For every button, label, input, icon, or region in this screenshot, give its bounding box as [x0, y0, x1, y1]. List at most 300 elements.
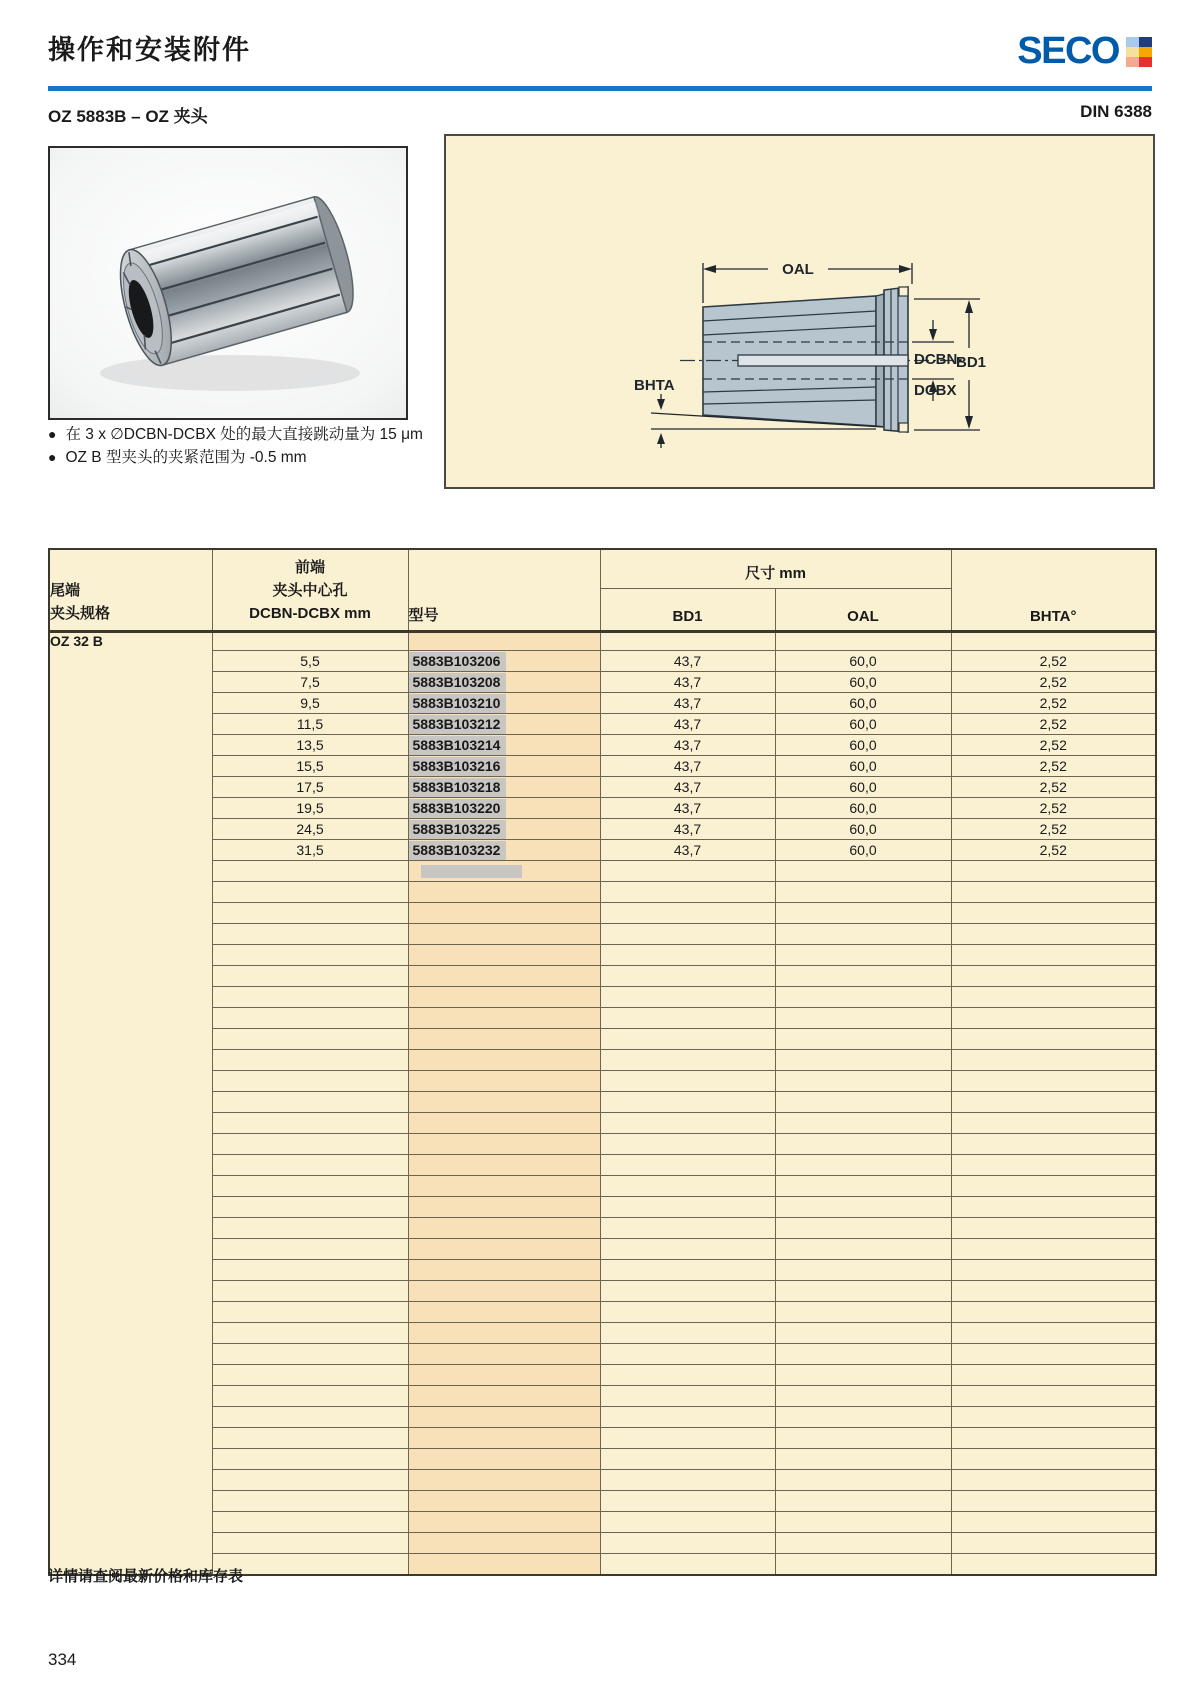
empty-table-row [49, 1155, 1156, 1176]
empty-table-row [49, 1134, 1156, 1155]
table-cell [775, 1050, 951, 1071]
col-header-front-bore [212, 549, 408, 632]
table-cell [775, 1176, 951, 1197]
table-cell [951, 1344, 1156, 1365]
table-cell [775, 1323, 951, 1344]
table-cell [212, 966, 408, 987]
table-cell [600, 1113, 775, 1134]
table-cell [600, 1029, 775, 1050]
table-cell [600, 903, 775, 924]
bore-cell: 24,5 [212, 819, 408, 840]
table-cell [408, 861, 600, 882]
table-row [49, 693, 1156, 714]
table-cell [408, 945, 600, 966]
table-cell [408, 1155, 600, 1176]
table-cell [212, 1113, 408, 1134]
table-cell [212, 1449, 408, 1470]
logo-square [1139, 57, 1152, 67]
model-cell [408, 777, 600, 798]
table-cell [408, 1050, 600, 1071]
group-label: OZ 32 B [50, 633, 103, 649]
bhta-cell: 2,52 [951, 756, 1156, 777]
table-cell [408, 966, 600, 987]
empty-table-row [49, 1386, 1156, 1407]
din-standard-label: DIN 6388 [1080, 102, 1152, 121]
model-cell [408, 819, 600, 840]
logo-square [1126, 47, 1139, 57]
spec-table-wrap [48, 548, 1157, 1576]
table-cell [775, 1155, 951, 1176]
table-cell [408, 1470, 600, 1491]
table-cell [951, 1323, 1156, 1344]
table-cell [408, 1344, 600, 1365]
table-cell [408, 1554, 600, 1575]
table-cell [775, 1218, 951, 1239]
table-cell [600, 966, 775, 987]
table-row [49, 651, 1156, 672]
table-cell [951, 1533, 1156, 1554]
spec-table-body [49, 632, 1156, 1575]
empty-table-row [49, 1533, 1156, 1554]
model-number: 5883B103210 [409, 694, 507, 713]
bd1-cell: 43,7 [600, 651, 775, 672]
table-cell [951, 1029, 1156, 1050]
table-cell [408, 924, 600, 945]
empty-table-row [49, 924, 1156, 945]
header-divider [48, 86, 1152, 91]
table-cell [951, 1470, 1156, 1491]
table-cell [212, 1008, 408, 1029]
table-cell [951, 1407, 1156, 1428]
table-cell [775, 1386, 951, 1407]
empty-table-row [49, 861, 1156, 882]
table-cell [408, 1092, 600, 1113]
model-number: 5883B103216 [409, 757, 507, 776]
header-line: DCBN-DCBX mm [249, 605, 371, 622]
bd1-cell: 43,7 [600, 672, 775, 693]
table-cell [408, 632, 600, 651]
model-cell [408, 651, 600, 672]
oal-label: OAL [782, 261, 814, 278]
table-cell [951, 924, 1156, 945]
table-cell [212, 1155, 408, 1176]
table-cell [600, 1554, 775, 1575]
bd1-label: BD1 [956, 354, 987, 371]
table-cell [775, 987, 951, 1008]
bore-cell: 19,5 [212, 798, 408, 819]
table-cell [212, 1134, 408, 1155]
table-cell [951, 1281, 1156, 1302]
table-cell [775, 1428, 951, 1449]
model-cell [408, 798, 600, 819]
empty-table-row [49, 1218, 1156, 1239]
bullet-icon: ● [48, 426, 57, 442]
table-cell [408, 1512, 600, 1533]
table-row [49, 672, 1156, 693]
oal-cell: 60,0 [775, 651, 951, 672]
table-row [49, 798, 1156, 819]
table-cell [212, 1386, 408, 1407]
bd1-cell: 43,7 [600, 693, 775, 714]
header-line: 前端 [294, 559, 325, 576]
table-cell [212, 1197, 408, 1218]
table-cell [775, 1470, 951, 1491]
empty-table-row [49, 1344, 1156, 1365]
table-cell [408, 1365, 600, 1386]
oal-cell: 60,0 [775, 819, 951, 840]
table-cell [600, 1218, 775, 1239]
table-cell [408, 882, 600, 903]
table-cell [775, 1260, 951, 1281]
collet-dimension-drawing [446, 136, 1153, 487]
bhta-cell: 2,52 [951, 672, 1156, 693]
empty-table-row [49, 966, 1156, 987]
oal-cell: 60,0 [775, 840, 951, 861]
table-cell [600, 1134, 775, 1155]
model-cell [408, 693, 600, 714]
collet-photo-illustration [50, 148, 406, 418]
model-number: 5883B103206 [409, 652, 507, 671]
table-cell [408, 1302, 600, 1323]
empty-table-row [49, 1302, 1156, 1323]
bore-cell: 15,5 [212, 756, 408, 777]
oal-cell: 60,0 [775, 672, 951, 693]
model-number: 5883B103212 [409, 715, 507, 734]
model-number: 5883B103214 [409, 736, 507, 755]
table-cell [951, 987, 1156, 1008]
group-label-cell [49, 632, 212, 1575]
table-cell [600, 882, 775, 903]
table-cell [408, 1386, 600, 1407]
table-cell [212, 1239, 408, 1260]
table-cell [600, 1344, 775, 1365]
table-row [49, 819, 1156, 840]
table-cell [775, 1512, 951, 1533]
table-cell [408, 1008, 600, 1029]
table-cell [408, 1218, 600, 1239]
table-cell [775, 1197, 951, 1218]
table-cell [951, 1491, 1156, 1512]
col-header-model: 型号 [408, 549, 600, 632]
table-cell [951, 1155, 1156, 1176]
empty-table-row [49, 1176, 1156, 1197]
table-cell [212, 987, 408, 1008]
table-cell [775, 1365, 951, 1386]
model-number: 5883B103208 [409, 673, 507, 692]
empty-table-row [49, 882, 1156, 903]
table-cell [775, 924, 951, 945]
col-header-bd1: BD1 [600, 589, 775, 632]
table-cell [951, 1008, 1156, 1029]
page-number: 334 [48, 1650, 77, 1669]
table-cell [600, 1407, 775, 1428]
table-cell [408, 987, 600, 1008]
oal-cell: 60,0 [775, 714, 951, 735]
seco-logo [1017, 30, 1152, 72]
table-cell [951, 1260, 1156, 1281]
oal-cell: 60,0 [775, 735, 951, 756]
model-cell [408, 756, 600, 777]
table-cell [951, 861, 1156, 882]
model-cell [408, 840, 600, 861]
col-header-oal: OAL [775, 589, 951, 632]
bore-cell: 9,5 [212, 693, 408, 714]
table-cell [212, 1176, 408, 1197]
empty-table-row [49, 1071, 1156, 1092]
product-notes [48, 423, 423, 469]
bhta-cell: 2,52 [951, 693, 1156, 714]
table-cell [775, 1344, 951, 1365]
table-header-row-1 [49, 549, 1156, 589]
table-cell [212, 1365, 408, 1386]
table-cell [775, 1071, 951, 1092]
bhta-cell: 2,52 [951, 777, 1156, 798]
table-cell [951, 1113, 1156, 1134]
table-row [49, 714, 1156, 735]
table-cell [951, 1428, 1156, 1449]
table-cell [600, 924, 775, 945]
model-cell [408, 672, 600, 693]
table-cell [600, 1470, 775, 1491]
table-cell [212, 1218, 408, 1239]
bd1-cell: 43,7 [600, 756, 775, 777]
bd1-cell: 43,7 [600, 819, 775, 840]
table-cell [212, 861, 408, 882]
table-cell [951, 1071, 1156, 1092]
table-cell [408, 1323, 600, 1344]
bore-cell: 17,5 [212, 777, 408, 798]
table-cell [408, 1029, 600, 1050]
table-cell [212, 1323, 408, 1344]
oal-cell: 60,0 [775, 798, 951, 819]
table-cell [600, 1281, 775, 1302]
table-cell [951, 1197, 1156, 1218]
table-cell [951, 903, 1156, 924]
table-cell [408, 1113, 600, 1134]
table-cell [775, 1302, 951, 1323]
product-family-title: OZ 5883B – OZ 夹头 [48, 107, 208, 126]
table-cell [775, 1281, 951, 1302]
table-cell [775, 903, 951, 924]
empty-table-row [49, 1260, 1156, 1281]
table-row [49, 756, 1156, 777]
empty-table-row [49, 1239, 1156, 1260]
bore-cell: 11,5 [212, 714, 408, 735]
table-cell [775, 966, 951, 987]
table-cell [600, 1491, 775, 1512]
table-cell [951, 1134, 1156, 1155]
table-cell [600, 1512, 775, 1533]
bd1-cell: 43,7 [600, 735, 775, 756]
table-cell [408, 1533, 600, 1554]
empty-table-row [49, 1029, 1156, 1050]
table-cell [600, 1365, 775, 1386]
bd1-cell: 43,7 [600, 714, 775, 735]
col-header-dimensions-group: 尺寸 mm [600, 549, 951, 589]
table-cell [600, 1533, 775, 1554]
bhta-cell: 2,52 [951, 798, 1156, 819]
empty-table-row [49, 903, 1156, 924]
seco-logo-text: SECO [1017, 30, 1119, 72]
table-cell [775, 1554, 951, 1575]
table-cell [212, 1533, 408, 1554]
table-cell [775, 1533, 951, 1554]
empty-table-row [49, 1449, 1156, 1470]
table-cell [775, 1134, 951, 1155]
table-cell [212, 1407, 408, 1428]
table-cell [212, 924, 408, 945]
table-cell [951, 1365, 1156, 1386]
table-cell [600, 945, 775, 966]
table-cell [408, 1134, 600, 1155]
table-cell [408, 1239, 600, 1260]
note-clamping-range [48, 446, 423, 469]
oal-cell: 60,0 [775, 777, 951, 798]
table-cell [600, 1428, 775, 1449]
model-cell [408, 735, 600, 756]
table-cell [951, 966, 1156, 987]
model-number: 5883B103220 [409, 799, 507, 818]
empty-table-row [49, 1050, 1156, 1071]
logo-square [1139, 47, 1152, 57]
table-cell [600, 1050, 775, 1071]
spec-table [48, 548, 1157, 1576]
dcbn-label: DCBN- [914, 351, 963, 368]
bd1-cell: 43,7 [600, 840, 775, 861]
empty-table-row [49, 1323, 1156, 1344]
table-cell [600, 1197, 775, 1218]
bhta-cell: 2,52 [951, 819, 1156, 840]
table-cell [600, 1386, 775, 1407]
table-cell [775, 1029, 951, 1050]
table-cell [600, 1176, 775, 1197]
empty-table-row [49, 1428, 1156, 1449]
table-cell [775, 861, 951, 882]
empty-table-row [49, 1197, 1156, 1218]
table-cell [775, 1092, 951, 1113]
table-cell [951, 1092, 1156, 1113]
logo-square [1139, 37, 1152, 47]
table-cell [212, 1428, 408, 1449]
table-cell [951, 1218, 1156, 1239]
empty-table-row [49, 1092, 1156, 1113]
table-cell [212, 1092, 408, 1113]
model-number: 5883B103218 [409, 778, 507, 797]
bhta-cell: 2,52 [951, 651, 1156, 672]
table-cell [408, 903, 600, 924]
table-cell [600, 1323, 775, 1344]
table-cell [951, 945, 1156, 966]
group-spacer-row [49, 632, 1156, 651]
note-text: OZ B 型夹头的夹紧范围为 -0.5 mm [65, 449, 307, 466]
empty-table-row [49, 987, 1156, 1008]
table-cell [775, 1407, 951, 1428]
dimension-diagram [444, 134, 1155, 489]
table-cell [600, 632, 775, 651]
empty-table-row [49, 1470, 1156, 1491]
empty-table-row [49, 1281, 1156, 1302]
table-cell [600, 1302, 775, 1323]
table-row [49, 735, 1156, 756]
model-cell [408, 714, 600, 735]
table-cell [600, 1008, 775, 1029]
table-cell [212, 945, 408, 966]
table-cell [951, 1239, 1156, 1260]
model-number: 5883B103225 [409, 820, 507, 839]
table-cell [212, 1071, 408, 1092]
table-cell [600, 1155, 775, 1176]
table-row [49, 777, 1156, 798]
table-cell [951, 632, 1156, 651]
page-title: 操作和安装附件 [48, 35, 251, 65]
table-cell [212, 903, 408, 924]
dcbx-label: DCBX [914, 382, 957, 399]
table-cell [408, 1407, 600, 1428]
col-header-tail [49, 549, 212, 632]
bhta-cell: 2,52 [951, 735, 1156, 756]
table-cell [775, 945, 951, 966]
bore-cell: 7,5 [212, 672, 408, 693]
table-cell [408, 1176, 600, 1197]
table-cell [212, 1302, 408, 1323]
empty-table-row [49, 1512, 1156, 1533]
table-cell [600, 1071, 775, 1092]
header-line: 夹头中心孔 [272, 582, 348, 599]
table-cell [212, 1281, 408, 1302]
table-cell [212, 1344, 408, 1365]
table-cell [212, 1470, 408, 1491]
table-cell [951, 1386, 1156, 1407]
table-cell [408, 1281, 600, 1302]
table-cell [775, 1239, 951, 1260]
empty-table-row [49, 1365, 1156, 1386]
bore-cell: 5,5 [212, 651, 408, 672]
table-cell [951, 1449, 1156, 1470]
note-text: 在 3 x ∅DCBN-DCBX 处的最大直接跳动量为 15 μm [65, 426, 423, 443]
product-photo [48, 146, 408, 420]
table-cell [600, 861, 775, 882]
empty-table-row [49, 1491, 1156, 1512]
footer-note: 详情请查阅最新价格和库存表 [48, 1568, 244, 1585]
note-runout [48, 423, 423, 446]
bhta-cell: 2,52 [951, 714, 1156, 735]
table-cell [600, 987, 775, 1008]
header-line: 夹头规格 [50, 605, 111, 622]
oal-cell: 60,0 [775, 756, 951, 777]
table-cell [600, 1449, 775, 1470]
header-line: 尾端 [50, 582, 81, 599]
empty-table-row [49, 1407, 1156, 1428]
table-cell [408, 1491, 600, 1512]
table-row [49, 840, 1156, 861]
empty-table-row [49, 945, 1156, 966]
table-cell [600, 1260, 775, 1281]
table-cell [212, 1512, 408, 1533]
table-cell [951, 1176, 1156, 1197]
bd1-cell: 43,7 [600, 777, 775, 798]
highlight-tail [421, 865, 522, 878]
table-cell [951, 882, 1156, 903]
model-number: 5883B103232 [409, 841, 507, 860]
empty-table-row [49, 1008, 1156, 1029]
table-cell [775, 1449, 951, 1470]
logo-square [1126, 57, 1139, 67]
table-cell [775, 632, 951, 651]
col-header-bhta: BHTA° [951, 549, 1156, 632]
oal-cell: 60,0 [775, 693, 951, 714]
table-cell [212, 1050, 408, 1071]
table-cell [775, 1113, 951, 1134]
